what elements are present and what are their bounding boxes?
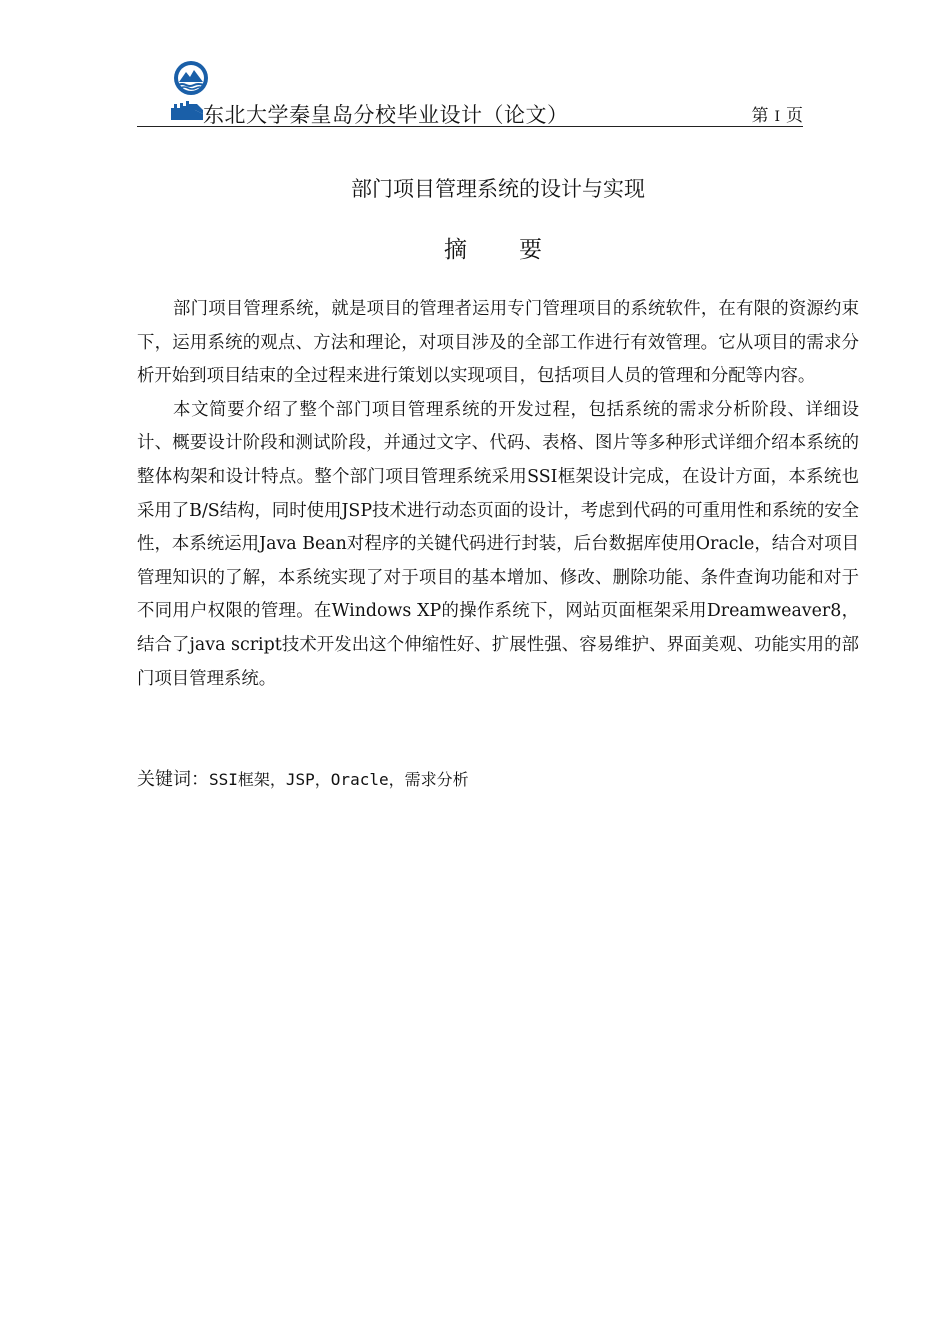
school-name: 东北大学秦皇岛分校毕业设计（论文） bbox=[203, 103, 569, 127]
page-prefix: 第 bbox=[751, 106, 769, 126]
page-indicator bbox=[751, 105, 803, 128]
page-header bbox=[137, 58, 803, 128]
abstract-heading: 摘要 bbox=[444, 237, 594, 263]
header-divider bbox=[137, 126, 803, 127]
keywords-line bbox=[137, 765, 469, 795]
abstract-paragraph-1: 部门项目管理系统，就是项目的管理者运用专门管理项目的系统软件，在有限的资源约束下，运用系统的观点、方法和理论，对项目涉及的全部工作进行有效管理。它从项目的需求分析开始到项目结束的全过程来进行策划以实现项目，包括项目人员的管理和分配等内容。 bbox=[137, 299, 859, 387]
document-title: 部门项目管理系统的设计与实现 bbox=[351, 177, 645, 201]
abstract-body bbox=[137, 293, 859, 696]
page-number: I bbox=[774, 109, 780, 125]
keywords-label: 关键词： bbox=[137, 769, 209, 790]
page-suffix: 页 bbox=[786, 106, 803, 126]
keywords-list: SSI框架，JSP，Oracle，需求分析 bbox=[209, 770, 469, 789]
abstract-paragraph-2: 本文简要介绍了整个部门项目管理系统的开发过程，包括系统的需求分析阶段、详细设计、概要设计阶段和测试阶段，并通过文字、代码、表格、图片等多种形式详细介绍本系统的整体构架和设计特点。整个部门项目管理系统采用SSI框架设计完成，在设计方面，本系统也采用了B/S结构，同时使用JSP技术进行动态页面的设计，考虑到代码的可重用性和系统的安全性，本系统运用Java Bean对程序的关键代码进行封装，后台数据库使用Oracle，结合对项目管理知识的了解，本系统实现了对于项目的基本增加、修改、删除功能、条件查询功能和对于不同用户权限的管理。在Windows XP的操作系统下，网站页面框架采用Dreamweaver8，结合了java script技术开发出这个伸缩性好、扩展性强、容易维护、界面美观、功能实用的部门项目管理系统。 bbox=[137, 399, 859, 689]
